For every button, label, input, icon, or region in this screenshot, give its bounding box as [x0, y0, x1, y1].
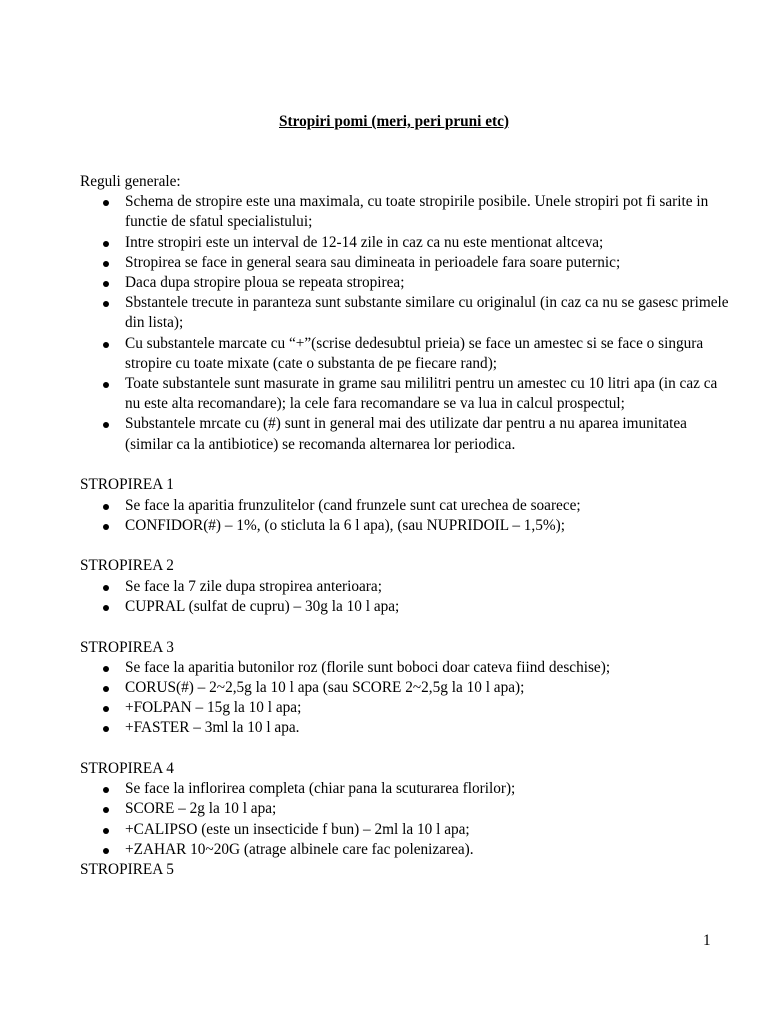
- list-item: Se face la aparitia frunzulitelor (cand frunzele sunt cat urechea de soarece;: [80, 496, 730, 516]
- bullet-icon: [103, 200, 109, 206]
- page-number: 1: [703, 932, 711, 949]
- document-title: Stropiri pomi (meri, peri pruni etc): [279, 113, 509, 130]
- list-item: +CALIPSO (este un insecticide f bun) – 2ml la 10 l apa;: [80, 820, 730, 840]
- stropirea-3-heading: STROPIREA 3: [80, 638, 174, 656]
- list-item: Toate substantele sunt masurate in grame sau mililitri pentru un amestec cu 10 litri apa (in caz ca nu este alta recomandare); la cele fara recomandare se va lua in calcul prospectul;: [80, 374, 730, 414]
- stropirea-2-heading: STROPIREA 2: [80, 557, 174, 575]
- general-rules-list: [80, 192, 730, 455]
- list-item: Se face la inflorirea completa (chiar pana la scuturarea florilor);: [80, 779, 730, 799]
- list-item: Sbstantele trecute in paranteza sunt substante similare cu originalul (in caz ca nu se gasesc primele din lista);: [80, 293, 730, 333]
- list-item: +FOLPAN – 15g la 10 l apa;: [80, 698, 730, 718]
- bullet-icon: [103, 706, 109, 712]
- bullet-icon: [103, 241, 109, 247]
- stropirea-4-heading: STROPIREA 4: [80, 760, 174, 778]
- bullet-icon: [103, 422, 109, 428]
- stropirea-3-list: [80, 658, 730, 739]
- stropirea-5-heading: STROPIREA 5: [80, 861, 174, 879]
- stropirea-1-list: [80, 496, 730, 536]
- bullet-icon: [103, 726, 109, 732]
- list-item: SCORE – 2g la 10 l apa;: [80, 799, 730, 819]
- general-rules-heading: Reguli generale:: [80, 173, 181, 190]
- stropirea-1-heading: STROPIREA 1: [80, 476, 174, 494]
- list-item: Se face la 7 zile dupa stropirea anterioara;: [80, 577, 730, 597]
- bullet-icon: [103, 848, 109, 854]
- list-item: Schema de stropire este una maximala, cu toate stropirile posibile. Unele stropiri pot fi sarite in functie de sfatul specialistului;: [80, 192, 730, 232]
- list-item: CUPRAL (sulfat de cupru) – 30g la 10 l apa;: [80, 597, 730, 617]
- bullet-icon: [103, 686, 109, 692]
- list-item: Daca dupa stropire ploua se repeata stropirea;: [80, 273, 730, 293]
- list-item: Se face la aparitia butonilor roz (florile sunt boboci doar cateva fiind deschise);: [80, 658, 730, 678]
- bullet-icon: [103, 787, 109, 793]
- bullet-icon: [103, 666, 109, 672]
- document-body: [80, 172, 730, 880]
- stropirea-4-list: [80, 779, 730, 860]
- bullet-icon: [103, 524, 109, 530]
- bullet-icon: [103, 605, 109, 611]
- bullet-icon: [103, 382, 109, 388]
- list-item: CORUS(#) – 2~2,5g la 10 l apa (sau SCORE 2~2,5g la 10 l apa);: [80, 678, 730, 698]
- list-item: CONFIDOR(#) – 1%, (o sticluta la 6 l apa), (sau NUPRIDOIL – 1,5%);: [80, 516, 730, 536]
- bullet-icon: [103, 261, 109, 267]
- list-item: +ZAHAR 10~20G (atrage albinele care fac polenizarea).: [80, 840, 730, 860]
- bullet-icon: [103, 807, 109, 813]
- list-item: Substantele mrcate cu (#) sunt in general mai des utilizate dar pentru a nu aparea imunitatea (similar ca la antibiotice) se recomanda alternarea lor periodica.: [80, 414, 730, 454]
- bullet-icon: [103, 585, 109, 591]
- list-item: Cu substantele marcate cu “+”(scrise dedesubtul prieia) se face un amestec si se face o singura stropire cu toate mixate (cate o substanta de pe fiecare rand);: [80, 334, 730, 374]
- bullet-icon: [103, 504, 109, 510]
- list-item: Stropirea se face in general seara sau dimineata in perioadele fara soare puternic;: [80, 253, 730, 273]
- bullet-icon: [103, 301, 109, 307]
- list-item: Intre stropiri este un interval de 12-14 zile in caz ca nu este mentionat altceva;: [80, 233, 730, 253]
- stropirea-2-list: [80, 577, 730, 617]
- bullet-icon: [103, 281, 109, 287]
- list-item: +FASTER – 3ml la 10 l apa.: [80, 718, 730, 738]
- bullet-icon: [103, 828, 109, 834]
- bullet-icon: [103, 342, 109, 348]
